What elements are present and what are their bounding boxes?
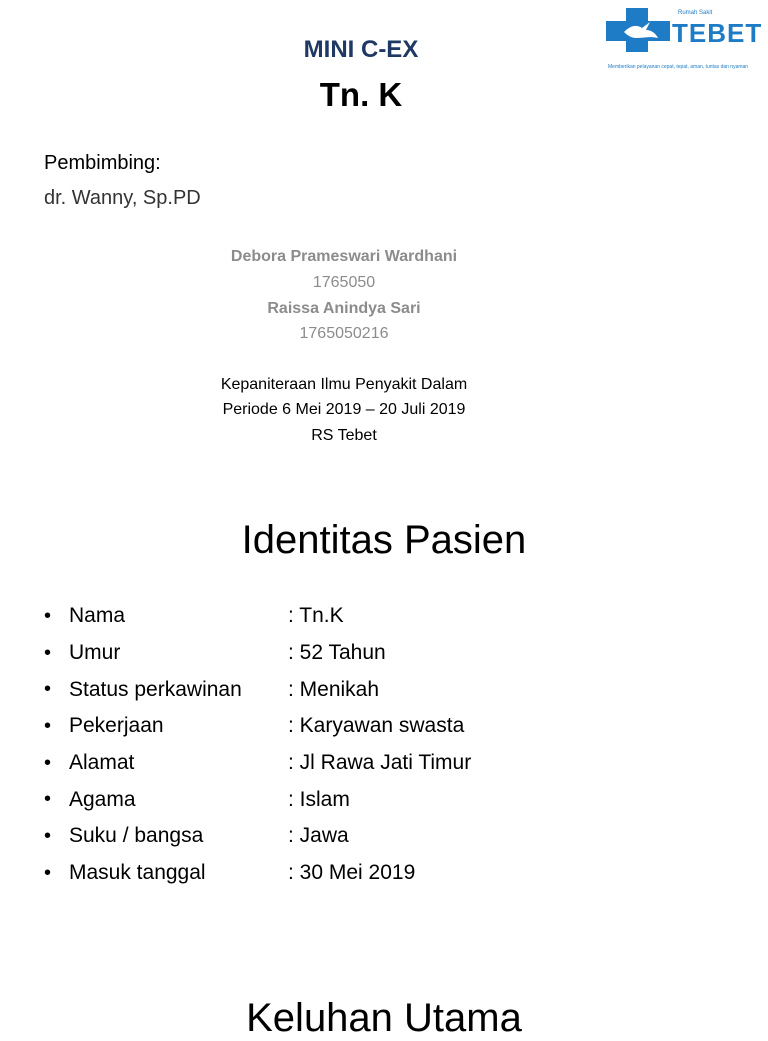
- item-value: : 30 Mei 2019: [288, 861, 416, 885]
- bullet-icon: •: [44, 714, 52, 737]
- item-label: Nama: [69, 604, 126, 628]
- list-item: [44, 598, 471, 635]
- item-label: Pekerjaan: [69, 714, 164, 738]
- period-text: Periode 6 Mei 2019 – 20 Juli 2019: [222, 401, 466, 418]
- list-item: [44, 745, 471, 782]
- slide-title: MINI C-EX: [303, 36, 419, 63]
- logo-tagline: Memberikan pelayanan cepat, tepat, aman, tuntas dan nyaman: [608, 64, 749, 70]
- next-section-title: Keluhan Utama: [246, 996, 522, 1040]
- item-value: : Menikah: [288, 677, 380, 701]
- student-id-2: 1765050216: [299, 325, 389, 342]
- place-text: RS Tebet: [311, 427, 377, 444]
- list-item: [44, 635, 471, 672]
- patient-name-title: Tn. K: [319, 76, 403, 113]
- patient-identity-list: [44, 598, 471, 892]
- list-item: [44, 781, 471, 818]
- item-label: Masuk tanggal: [69, 861, 206, 885]
- pembimbing-label: Pembimbing:: [44, 152, 161, 174]
- item-label: Alamat: [69, 751, 135, 775]
- item-label: Umur: [69, 641, 121, 665]
- student-name-1: Debora Prameswari Wardhani: [230, 248, 458, 265]
- student-name-2: Raissa Anindya Sari: [267, 300, 421, 317]
- list-item: [44, 708, 471, 745]
- logo-small-text: Rumah Sakit: [678, 10, 713, 16]
- item-value: : Islam: [288, 787, 350, 811]
- item-value: : Karyawan swasta: [288, 714, 465, 738]
- bullet-icon: •: [44, 824, 52, 847]
- program-text: Kepaniteraan Ilmu Penyakit Dalam: [220, 376, 468, 393]
- item-value: : Tn.K: [288, 604, 344, 628]
- bullet-icon: •: [44, 641, 52, 664]
- student-id-1: 1765050: [312, 274, 376, 291]
- item-value: : Jl Rawa Jati Timur: [288, 751, 472, 775]
- list-item: [44, 855, 471, 892]
- list-item: [44, 671, 471, 708]
- section-title: Identitas Pasien: [241, 518, 527, 562]
- bullet-icon: •: [44, 788, 52, 811]
- bullet-icon: •: [44, 678, 52, 701]
- bullet-icon: •: [44, 604, 52, 627]
- item-label: Status perkawinan: [69, 677, 242, 701]
- item-label: Suku / bangsa: [69, 824, 204, 848]
- list-item: [44, 818, 471, 855]
- bullet-icon: •: [44, 861, 52, 884]
- logo-brand: TEBET: [672, 18, 763, 48]
- item-value: : Jawa: [288, 824, 349, 848]
- bullet-icon: •: [44, 751, 52, 774]
- item-label: Agama: [69, 787, 136, 811]
- pembimbing-name: dr. Wanny, Sp.PD: [44, 187, 201, 209]
- item-value: : 52 Tahun: [288, 641, 386, 665]
